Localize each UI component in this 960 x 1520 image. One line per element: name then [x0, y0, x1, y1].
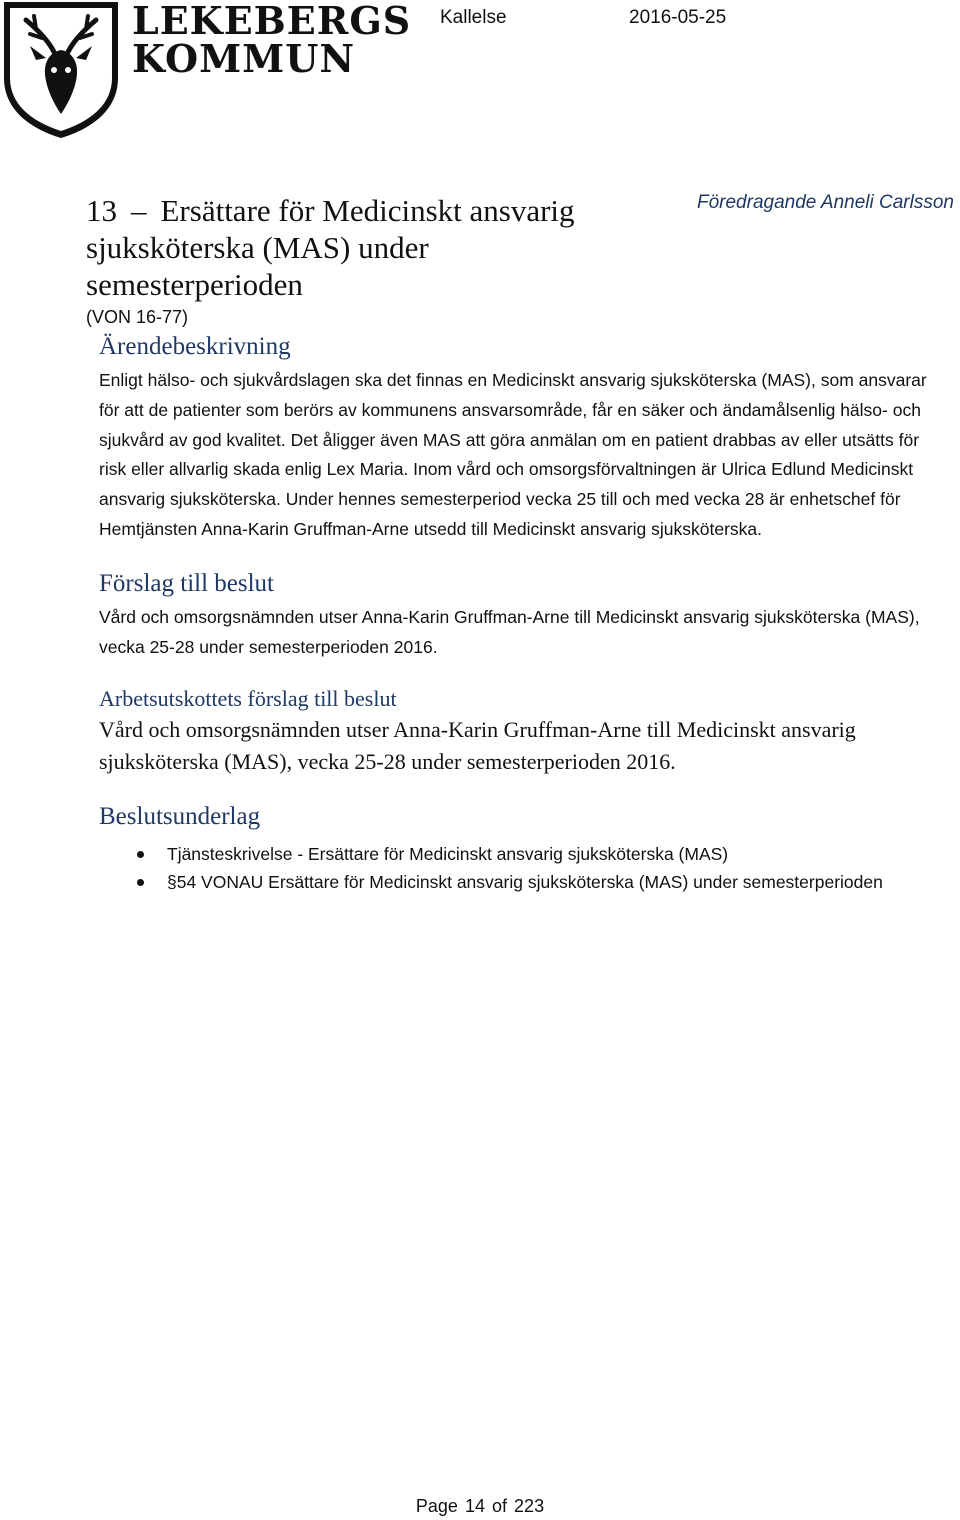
item-title-text: Ersättare för Medicinskt ansvarig sjuksköterska (MAS) under semesterperioden: [86, 193, 575, 302]
description-heading: Ärendebeskrivning: [99, 333, 291, 360]
bullet-icon: [137, 851, 144, 858]
proposal-heading: Förslag till beslut: [99, 569, 274, 597]
page-footer: [0, 1496, 960, 1517]
deer-shield-icon: [0, 0, 122, 140]
logo-text-line1: LEKEBERGS: [132, 0, 412, 43]
item-title: [86, 192, 646, 303]
basis-list-item: [99, 868, 949, 896]
page-number: 14: [464, 1496, 485, 1516]
presenter: Föredragande Anneli Carlsson: [696, 192, 954, 213]
item-title-block: [86, 192, 646, 328]
meeting-date: 2016-05-25: [629, 7, 727, 28]
logo-text-line2: KOMMUN: [132, 36, 356, 81]
basis-heading: Beslutsunderlag: [99, 803, 261, 831]
of-label: of: [492, 1496, 508, 1516]
basis-item-text: Tjänsteskrivelse - Ersättare för Medicinskt ansvarig sjuksköterska (MAS): [167, 844, 729, 865]
document-type: Kallelse: [440, 7, 507, 28]
municipality-logo: [0, 0, 412, 140]
committee-proposal-text: Vård och omsorgsnämnden utser Anna-Karin Gruffman-Arne till Medicinskt ansvarig sjuksköterska (MAS), vecka 25-28 under semesterperioden 2016.: [99, 717, 856, 775]
bullet-icon: [137, 879, 144, 886]
item-dash: –: [131, 193, 147, 228]
basis-list: [99, 840, 949, 896]
item-content: [99, 330, 949, 896]
total-pages: 223: [514, 1496, 545, 1516]
basis-list-item: [99, 840, 949, 868]
description-text: Enligt hälso- och sjukvårdslagen ska det finnas en Medicinskt ansvarig sjuksköterska (MAS), som ansvarar för att de patienter som berörs av kommunens ansvarsområde, får en säker och ändamålsenlig hälso- och sjukvård av god kvalitet. Det åligger även MAS att göra anmälan om en patient drabbas av eller utsätts för risk eller allvarlig skada enlig Lex Maria. Inom vård och omsorgsförvaltningen är Ulrica Edlund Medicinskt ansvarig sjuksköterska. Under hennes semesterperiod vecka 25 till och med vecka 28 är enhetschef för Hemtjänsten Anna-Karin Gruffman-Arne utsedd till Medicinskt ansvarig sjuksköterska.: [99, 370, 927, 539]
basis-item-text: §54 VONAU Ersättare för Medicinskt ansvarig sjuksköterska (MAS) under semesterperioden: [167, 872, 883, 893]
item-number: 13: [86, 193, 117, 228]
committee-proposal-heading: Arbetsutskottets förslag till beslut: [99, 686, 397, 712]
proposal-text: Vård och omsorgsnämnden utser Anna-Karin Gruffman-Arne till Medicinskt ansvarig sjuksköterska (MAS), vecka 25-28 under semesterperioden 2016.: [99, 606, 920, 657]
page-label: Page: [415, 1496, 458, 1516]
case-reference: (VON 16-77): [86, 307, 189, 327]
